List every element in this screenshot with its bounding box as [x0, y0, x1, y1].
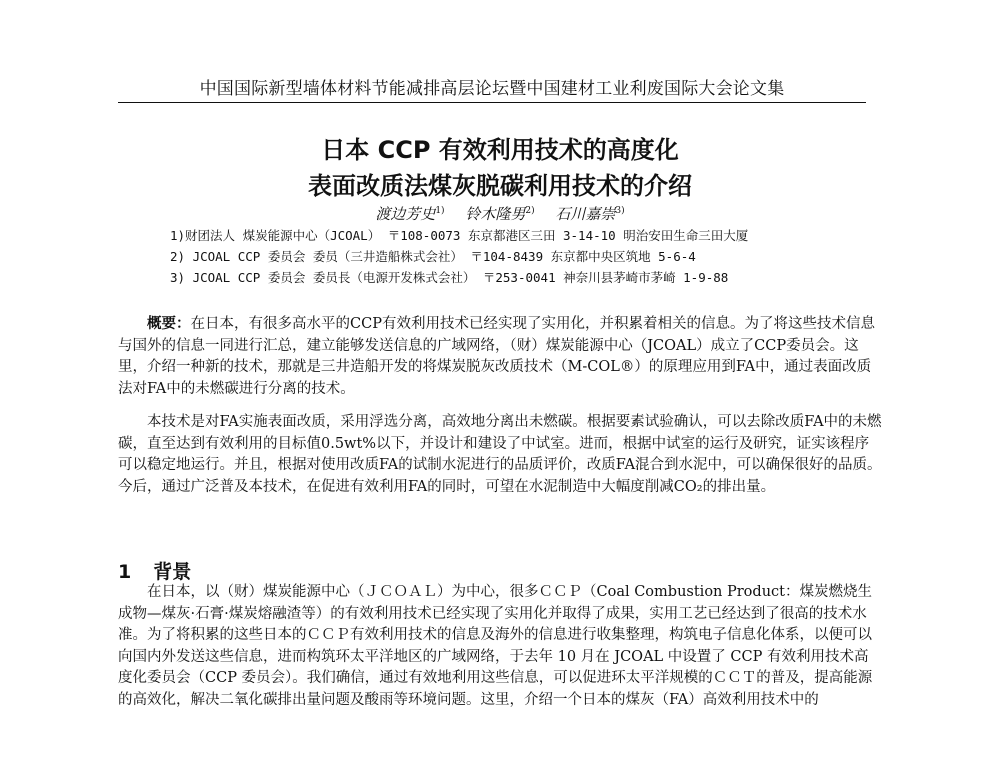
author-affil-mark: 2) [525, 206, 535, 216]
section-number: 1 [118, 561, 132, 583]
author-1 [375, 205, 444, 223]
abstract-paragraph-2 [118, 412, 882, 498]
author-name: 铃木隆男 [465, 205, 526, 223]
affiliation-1: 1)财团法人 煤炭能源中心（JCOAL） 〒108-0073 东京都港区三田 3-14-10 明治安田生命三田大厦 [170, 228, 749, 243]
header-rule [118, 102, 866, 103]
author-name: 石川嘉崇 [555, 205, 616, 223]
author-name: 渡边芳史 [375, 205, 436, 223]
section-title: 背景 [153, 561, 192, 583]
paper-title-line-1: 日本 CCP 有效利用技术的高度化 [321, 136, 679, 164]
affiliation-3: 3) JCOAL CCP 委员会 委员長（电源开发株式会社） 〒253-0041 神奈川县茅崎市茅崎 1-9-88 [170, 270, 729, 285]
author-affil-mark: 1) [435, 206, 445, 216]
author-2 [465, 205, 534, 223]
body-text-1: 在日本，以（财）煤炭能源中心（ＪＣＯＡＬ）为中心，很多ＣＣＰ（Coal Combustion Product：煤炭燃烧生成物—煤灰·石膏·煤炭熔融渣等）的有效利用技术已经实现了实用化并取得了成果，实用工艺已经达到了很高的技术水准。为了将积累的这些日本的ＣＣＰ有效利用技术的信息及海外的信息进行收集整理，构筑电子信息化体系，以便可以向国内外发送这些信息，进而构筑环太平洋地区的广域网络，于去年 10 月在 JCOAL 中设置了 CCP 有效利用技术高度化委员会（CCP 委员会）。我们确信，通过有效地利用这些信息，可以促进环太平洋规模的ＣＣＴ的普及，提高能源的高效化，解决二氧化碳排出量问题及酸雨等环境问题。这里，介绍一个日本的煤灰（FA）高效利用技术中的 [118, 584, 873, 708]
author-3 [555, 205, 624, 223]
author-affil-mark: 3) [615, 206, 625, 216]
proceedings-header: 中国国际新型墙体材料节能减排高层论坛暨中国建材工业利废国际大会论文集 [199, 79, 785, 99]
author-list [120, 203, 880, 224]
abstract-label: 概要： [147, 315, 191, 332]
body-paragraph-1 [118, 582, 882, 711]
affiliation-2: 2) JCOAL CCP 委员会 委员（三井造船株式会社） 〒104-8439 东京都中央区筑地 5-6-4 [170, 249, 696, 264]
abstract-text-1: 在日本，有很多高水平的CCP有效利用技术已经实现了实用化，并积累着相关的信息。为了将这些技术信息与国外的信息一同进行汇总，建立能够发送信息的广域网络，（财）煤炭能源中心（JCOAL）成立了CCP委员会。这里，介绍一种新的技术，那就是三井造船开发的将煤炭脱灰改质技术（M-COL®）的原理应用到FA中，通过表面改质法对FA中的未燃碳进行分离的技术。 [118, 316, 875, 397]
abstract-text-2: 本技术是对FA实施表面改质，采用浮选分离，高效地分离出未燃碳。根据要素试验确认，可以去除改质FA中的未燃碳，直至达到有效利用的目标值0.5wt%以下，并设计和建设了中试室。进而，根据中试室的运行及研究，证实该程序可以稳定地运行。并且，根据对使用改质FA的试制水泥进行的品质评价，改质FA混合到水泥中，可以确保很好的品质。今后，通过广泛普及本技术，在促进有效利用FA的同时，可望在水泥制造中大幅度削减CO₂的排出量。 [118, 414, 882, 495]
paper-title-line-2: 表面改质法煤灰脱碳利用技术的介绍 [308, 172, 692, 200]
section-heading [118, 557, 191, 584]
abstract-paragraph-1 [118, 313, 882, 400]
